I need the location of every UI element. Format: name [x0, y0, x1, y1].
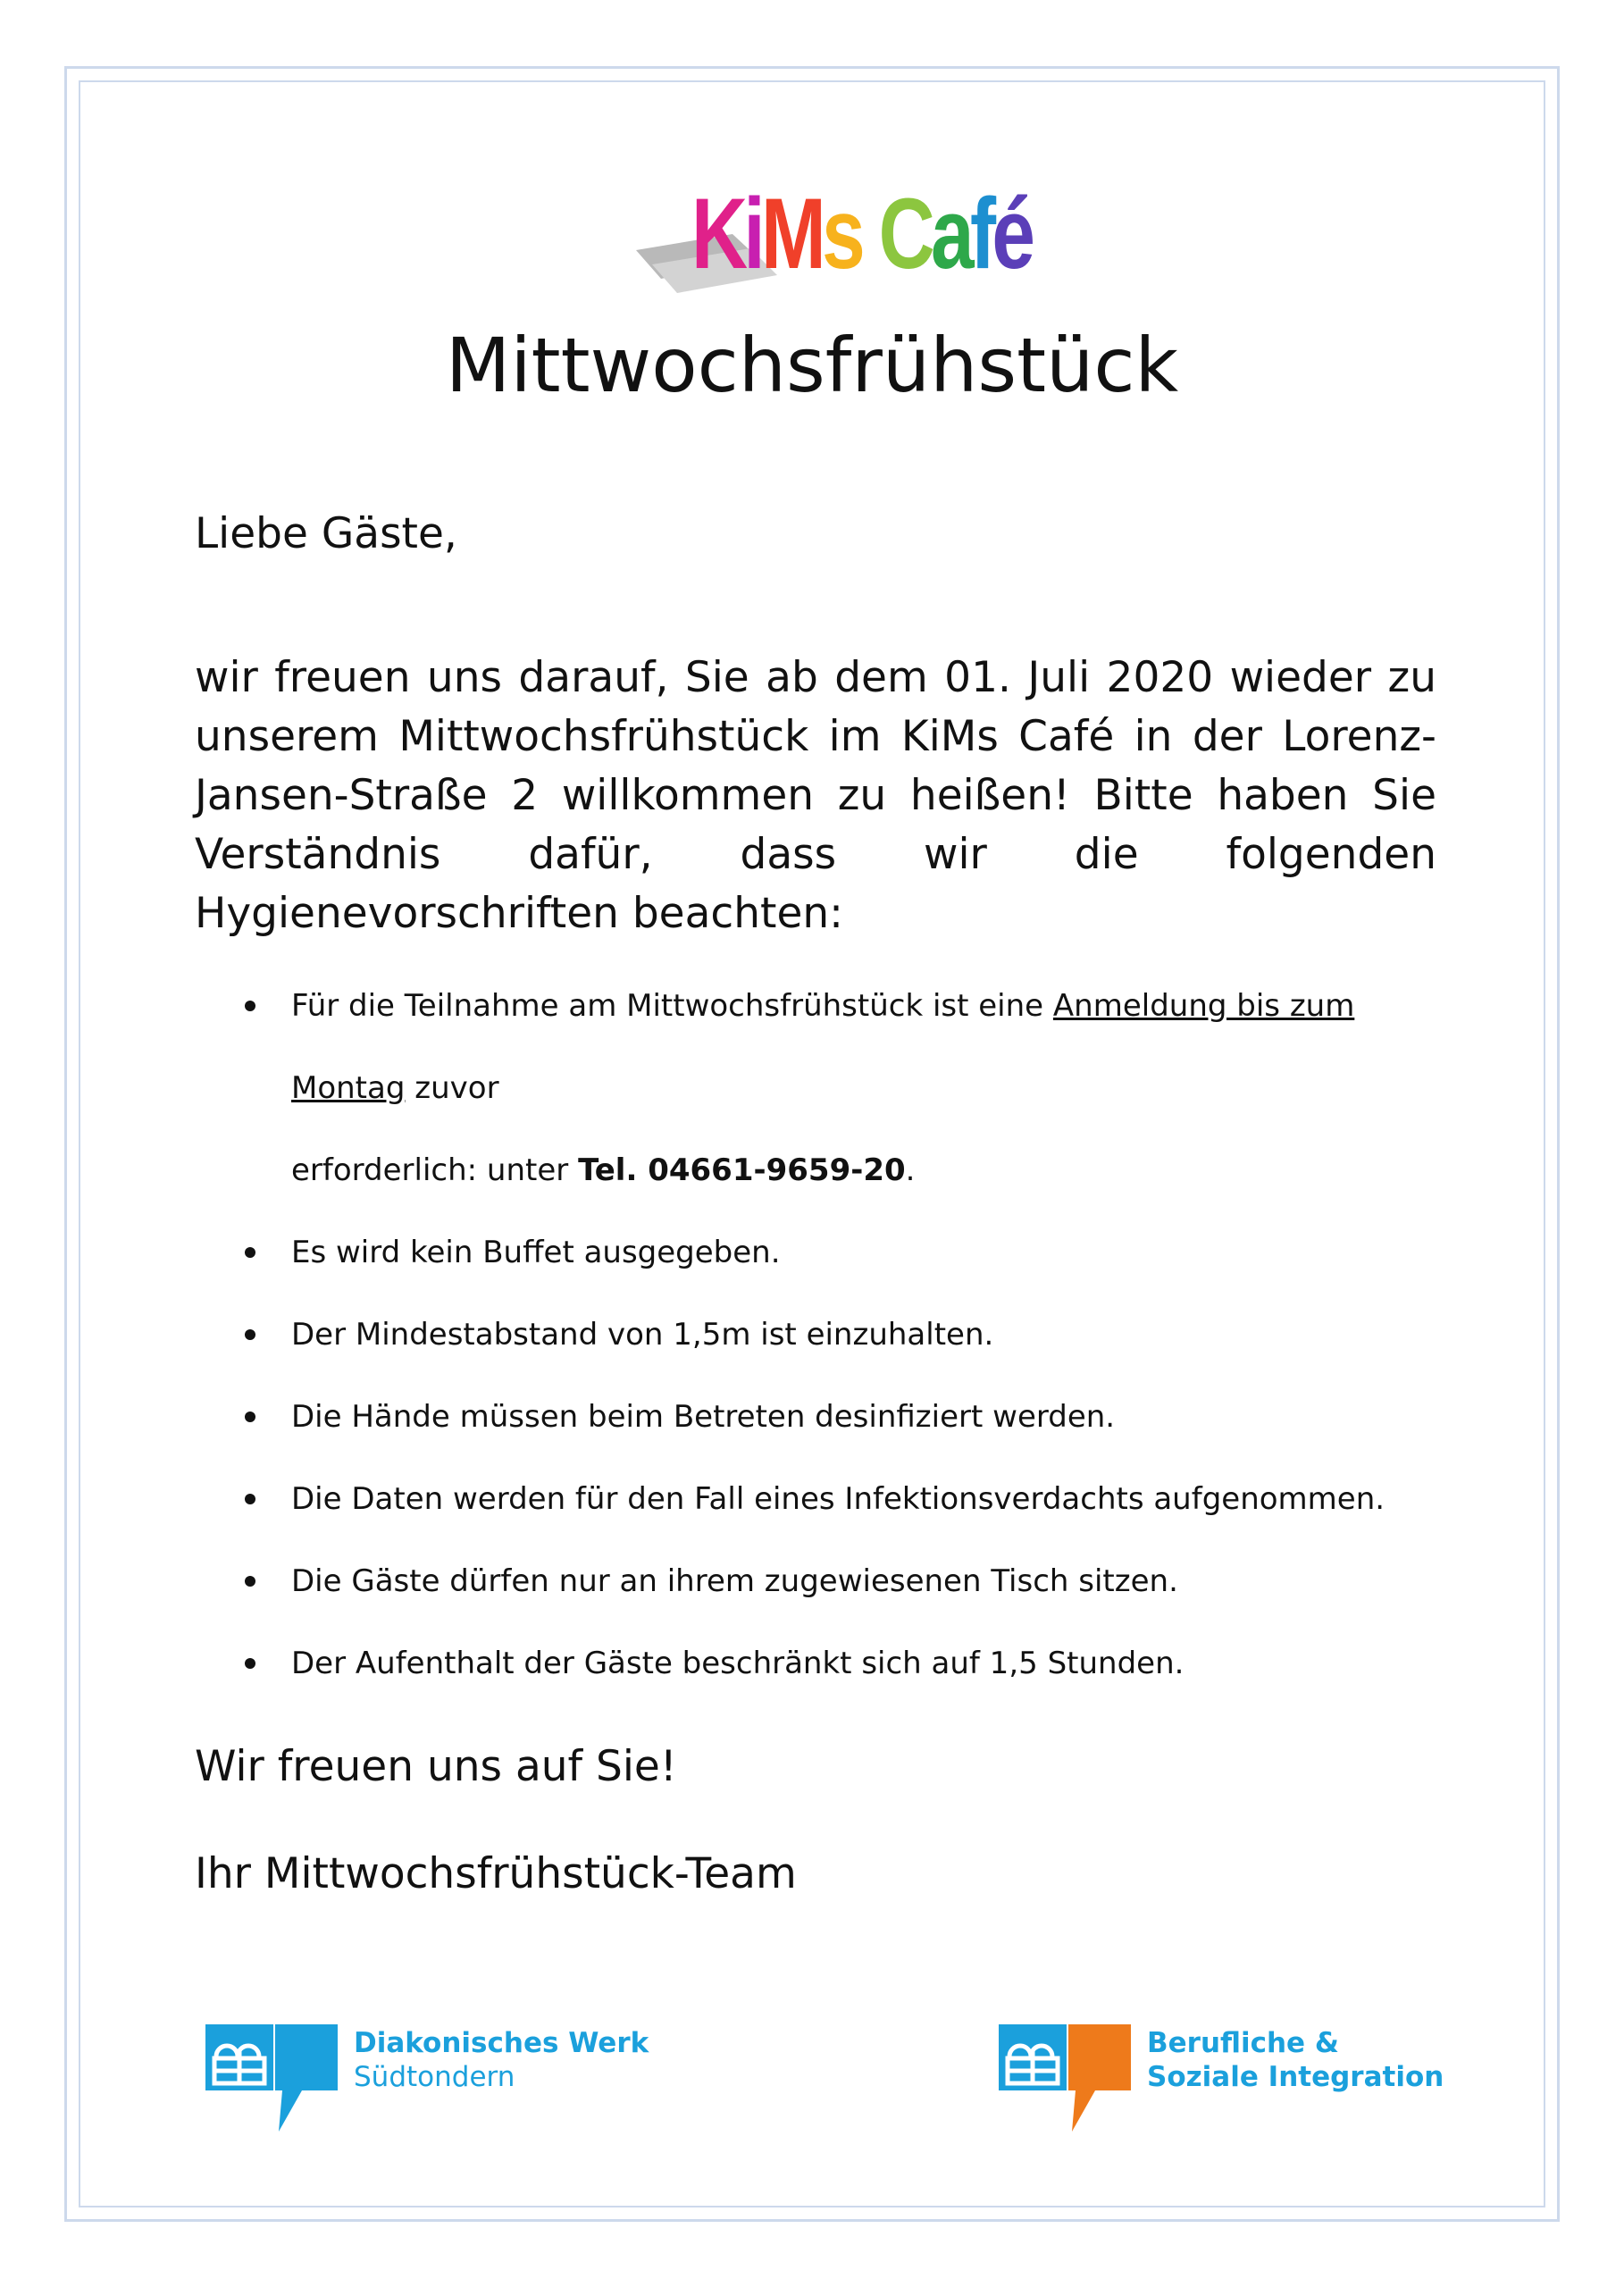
- org-left-line2: Südtondern: [354, 2061, 515, 2093]
- logo-letter: s: [822, 178, 862, 289]
- diakonisches-werk-logo: [204, 2021, 649, 2146]
- bullet-icon: [245, 1412, 255, 1422]
- rule-text: Es wird kein Buffet ausgegeben.: [291, 1235, 781, 1270]
- rule-text: Der Aufenthalt der Gäste beschränkt sich auf 1,5 Stunden.: [291, 1646, 1185, 1681]
- kims-cafe-logo: [625, 178, 1032, 304]
- bullet-icon: [245, 1658, 255, 1669]
- logo-wordmark: [691, 178, 1032, 289]
- list-item: [195, 1294, 1445, 1376]
- diakonie-mark-icon: [204, 2021, 347, 2137]
- signoff-line: Ihr Mittwochsfrühstück-Team: [195, 1849, 797, 1898]
- rule-text: .: [905, 1152, 916, 1188]
- logo-letter: a: [931, 178, 970, 289]
- list-item: [195, 1211, 1445, 1294]
- bullet-icon: [245, 1329, 255, 1340]
- hygiene-rules-list: [195, 965, 1445, 1705]
- logo-letter: é: [992, 178, 1032, 289]
- logo-letter: i: [743, 178, 762, 289]
- bullet-icon: [245, 1247, 255, 1258]
- org-left-line1: Diakonisches Werk: [354, 2027, 649, 2059]
- logo-letter: f: [969, 178, 992, 289]
- rule-text: Die Gäste dürfen nur an ihrem zugewiesenen Tisch sitzen.: [291, 1563, 1178, 1599]
- logo-letter: C: [878, 178, 932, 289]
- rule-text: Für die Teilnahme am Mittwochsfrühstück ist eine: [291, 988, 1053, 1024]
- intro-paragraph: wir freuen uns darauf, Sie ab dem 01. Juli 2020 wieder zu unserem Mittwochsfrühstück im KiMs Café in der Lorenz-Jansen-Straße 2 willkommen zu heißen! Bitte haben Sie Verständnis dafür, dass wir die folgenden Hygienevorschriften beachten:: [195, 653, 1436, 938]
- logo-letter: M: [761, 178, 823, 289]
- bullet-icon: [245, 1001, 255, 1011]
- list-item: [195, 1540, 1445, 1622]
- list-item: [195, 1458, 1445, 1540]
- list-item: [195, 1376, 1445, 1458]
- rule-text: Der Mindestabstand von 1,5m ist einzuhalten.: [291, 1317, 994, 1353]
- list-item: [195, 965, 1445, 1211]
- org-right-line1: Berufliche &: [1147, 2027, 1339, 2059]
- org-right-line2: Soziale Integration: [1147, 2061, 1444, 2093]
- list-item: [195, 1622, 1445, 1705]
- rule-text: erforderlich: unter: [291, 1152, 579, 1188]
- closing-line: Wir freuen uns auf Sie!: [195, 1742, 677, 1791]
- bullet-icon: [245, 1576, 255, 1587]
- phone-number: Tel. 04661-9659-20: [578, 1152, 906, 1188]
- rule-text: Die Daten werden für den Fall eines Infektionsverdachts aufgenommen.: [291, 1481, 1385, 1517]
- bullet-icon: [245, 1494, 255, 1504]
- diakonie-mark-orange-icon: [997, 2021, 1140, 2137]
- berufliche-soziale-integration-logo: [997, 2021, 1444, 2146]
- rule-text: Die Hände müssen beim Betreten desinfiziert werden.: [291, 1399, 1116, 1435]
- page-title: Mittwochsfrühstück: [445, 322, 1179, 409]
- rule-text: zuvor: [405, 1070, 499, 1106]
- logo-letter: K: [691, 178, 744, 289]
- greeting: Liebe Gäste,: [195, 509, 457, 558]
- logo-letter: [861, 184, 879, 284]
- registration-deadline: Anmeldung bis zum Montag: [291, 988, 1355, 1106]
